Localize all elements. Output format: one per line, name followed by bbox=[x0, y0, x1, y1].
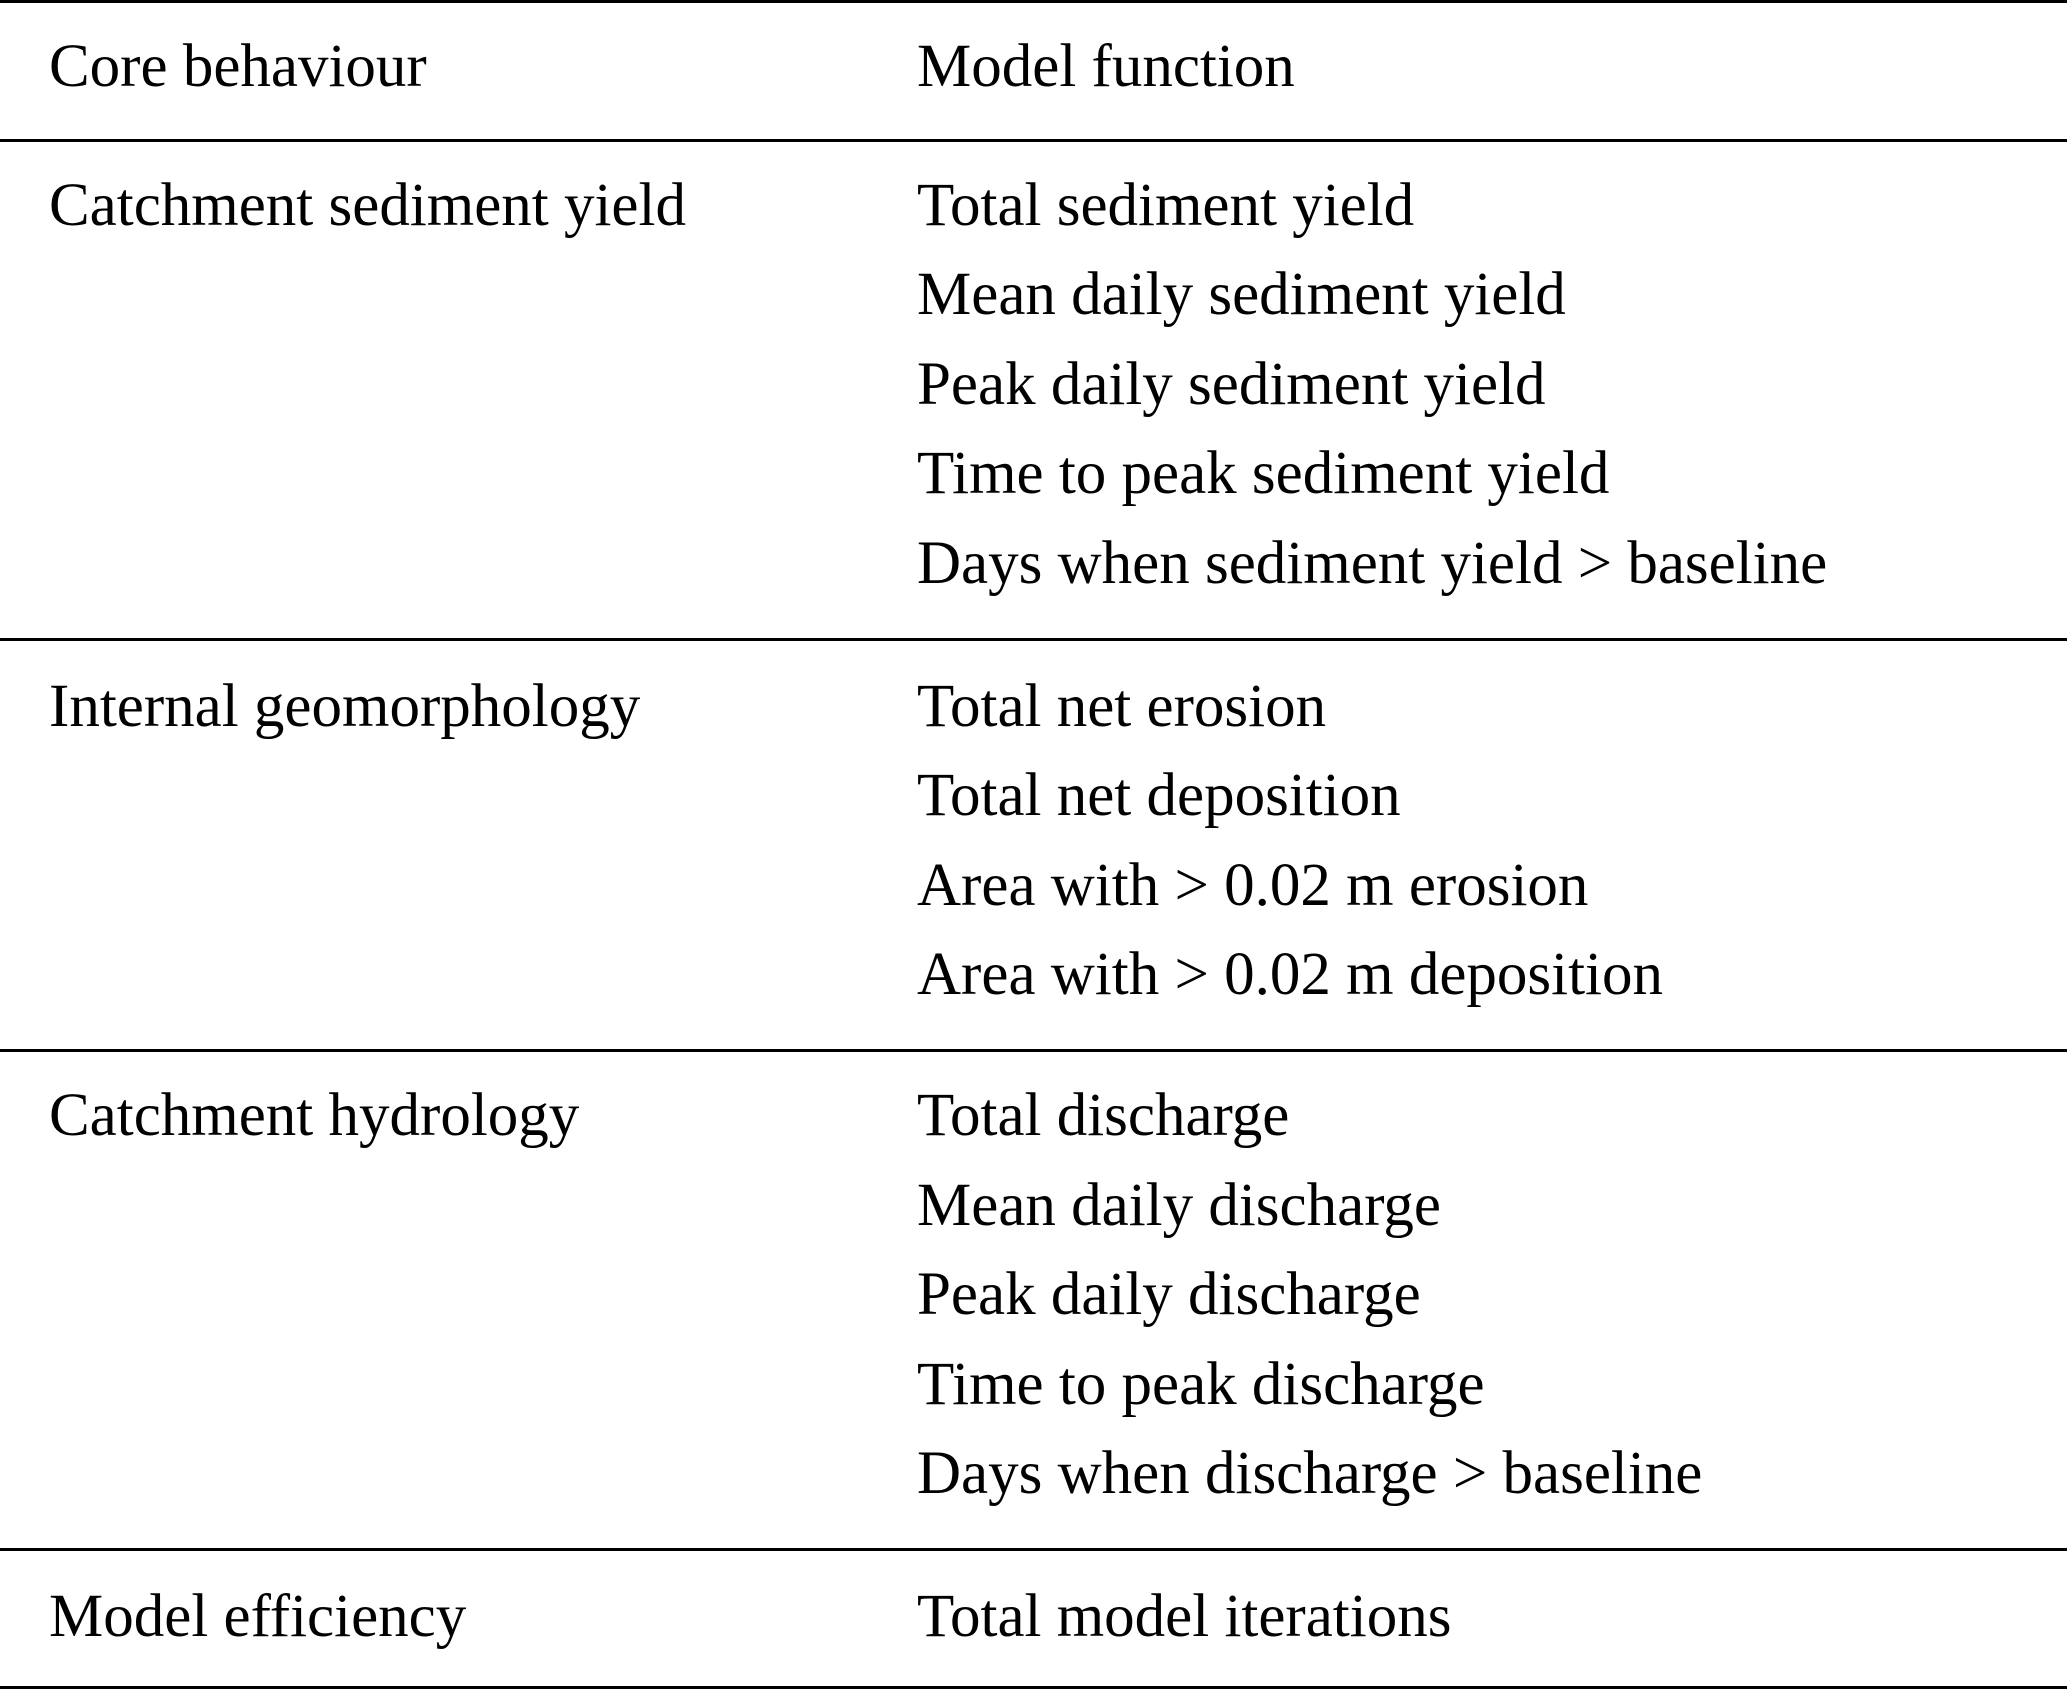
group-rule bbox=[0, 638, 2067, 641]
model-function-cell: Mean daily discharge bbox=[917, 1172, 1441, 1239]
model-function-cell: Area with > 0.02 m deposition bbox=[917, 941, 1663, 1008]
model-function-cell: Total discharge bbox=[917, 1082, 1290, 1149]
model-function-cell: Time to peak sediment yield bbox=[917, 440, 1610, 507]
model-function-cell: Days when sediment yield > baseline bbox=[917, 530, 1828, 597]
model-function-cell: Total model iterations bbox=[917, 1583, 1452, 1650]
group-behaviour-cell: Model efficiency bbox=[49, 1583, 467, 1650]
header-core-behaviour: Core behaviour bbox=[49, 33, 427, 100]
group-rule bbox=[0, 1049, 2067, 1052]
model-function-cell: Total net erosion bbox=[917, 673, 1327, 740]
model-function-cell: Peak daily discharge bbox=[917, 1261, 1421, 1328]
model-function-cell: Area with > 0.02 m erosion bbox=[917, 852, 1589, 919]
group-behaviour-cell: Catchment sediment yield bbox=[49, 172, 686, 239]
model-function-cell: Total net deposition bbox=[917, 762, 1401, 829]
model-function-cell: Mean daily sediment yield bbox=[917, 261, 1566, 328]
group-rule bbox=[0, 1548, 2067, 1551]
group-behaviour-cell: Internal geomorphology bbox=[49, 673, 641, 740]
bottom-rule bbox=[0, 1686, 2067, 1689]
header-rule bbox=[0, 139, 2067, 142]
model-function-cell: Time to peak discharge bbox=[917, 1351, 1485, 1418]
top-rule bbox=[0, 0, 2067, 3]
header-model-function: Model function bbox=[917, 33, 1295, 100]
model-function-cell: Total sediment yield bbox=[917, 172, 1415, 239]
model-function-cell: Days when discharge > baseline bbox=[917, 1440, 1703, 1507]
group-behaviour-cell: Catchment hydrology bbox=[49, 1082, 580, 1149]
model-function-cell: Peak daily sediment yield bbox=[917, 351, 1546, 418]
